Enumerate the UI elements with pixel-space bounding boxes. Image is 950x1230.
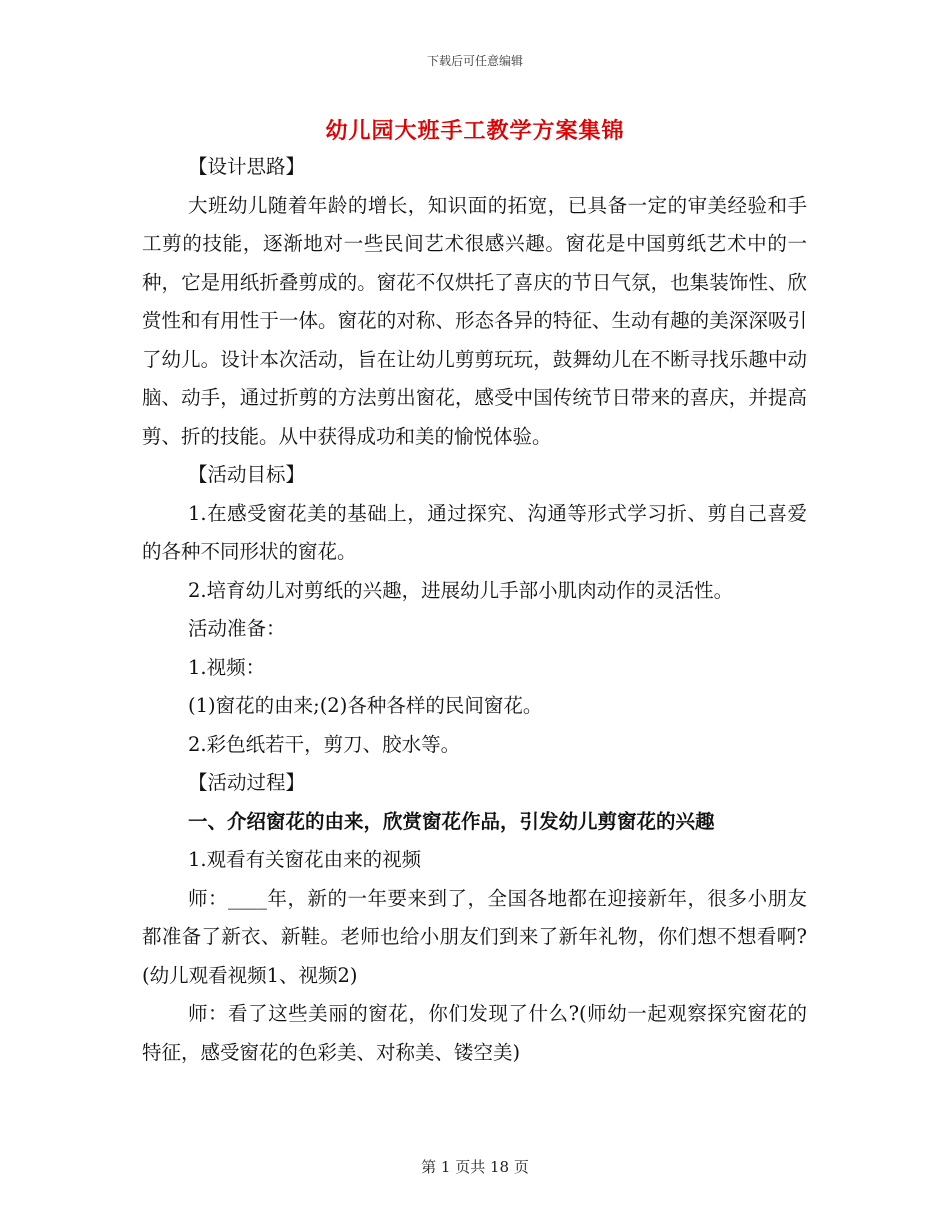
paragraph-design-idea: 大班幼儿随着年龄的增长，知识面的拓宽，已具备一定的审美经验和手工剪的技能，逐渐地对一些民间艺术很感兴趣。窗花是中国剪纸艺术中的一种，它是用纸折叠剪成的。窗花不仅烘托了喜庆的节日气氛，也集装饰性、欣赏性和有用性于一体。窗花的对称、形态各异的特征、生动有趣的美深深吸引了幼儿。设计本次活动，旨在让幼儿剪剪玩玩，鼓舞幼儿在不断寻找乐趣中动脑、动手，通过折剪的方法剪出窗花，感受中国传统节日带来的喜庆，并提高剪、折的技能。从中获得成功和美的愉悦体验。 (142, 193, 807, 448)
section-heading-goals: 【活动目标】 (188, 463, 306, 486)
process-step-heading-1: 一、介绍窗花的由来，欣赏窗花作品，引发幼儿剪窗花的兴趣 (188, 809, 715, 833)
goal-item-2: 2.培育幼儿对剪纸的兴趣，进展幼儿手部小肌肉动作的灵活性。 (188, 578, 734, 602)
preparation-subitem: (1)窗花的由来;(2)各种各样的民间窗花。 (188, 694, 543, 717)
section-heading-preparation: 活动准备： (188, 617, 286, 640)
header-note: 下载后可任意编辑 (426, 54, 523, 68)
preparation-item-1: 1.视频： (188, 655, 266, 679)
goal-item-1: 1.在感受窗花美的基础上，通过探究、沟通等形式学习折、剪自己喜爱的各种不同形状的窗花。 (142, 501, 807, 563)
document-body (142, 148, 807, 1072)
teacher-dialogue-2: 师：看了这些美丽的窗花，你们发现了什么?(师幼一起观察探究窗花的特征，感受窗花的色彩美、对称美、镂空美) (142, 1002, 807, 1064)
document-title: 幼儿园大班手工教学方案集锦 (325, 118, 625, 144)
section-heading-process: 【活动过程】 (188, 771, 306, 794)
section-heading-design: 【设计思路】 (188, 155, 306, 178)
page-number: 第 1 页共 18 页 (421, 1158, 529, 1176)
preparation-item-2: 2.彩色纸若干，剪刀、胶水等。 (188, 732, 461, 756)
process-substep-1: 1.观看有关窗花由来的视频 (188, 848, 422, 871)
teacher-dialogue-1: 师：____年，新的一年要来到了，全国各地都在迎接新年，很多小朋友都准备了新衣、新鞋。老师也给小朋友们到来了新年礼物，你们想不想看啊?(幼儿观看视频1、视频2) (142, 886, 807, 987)
